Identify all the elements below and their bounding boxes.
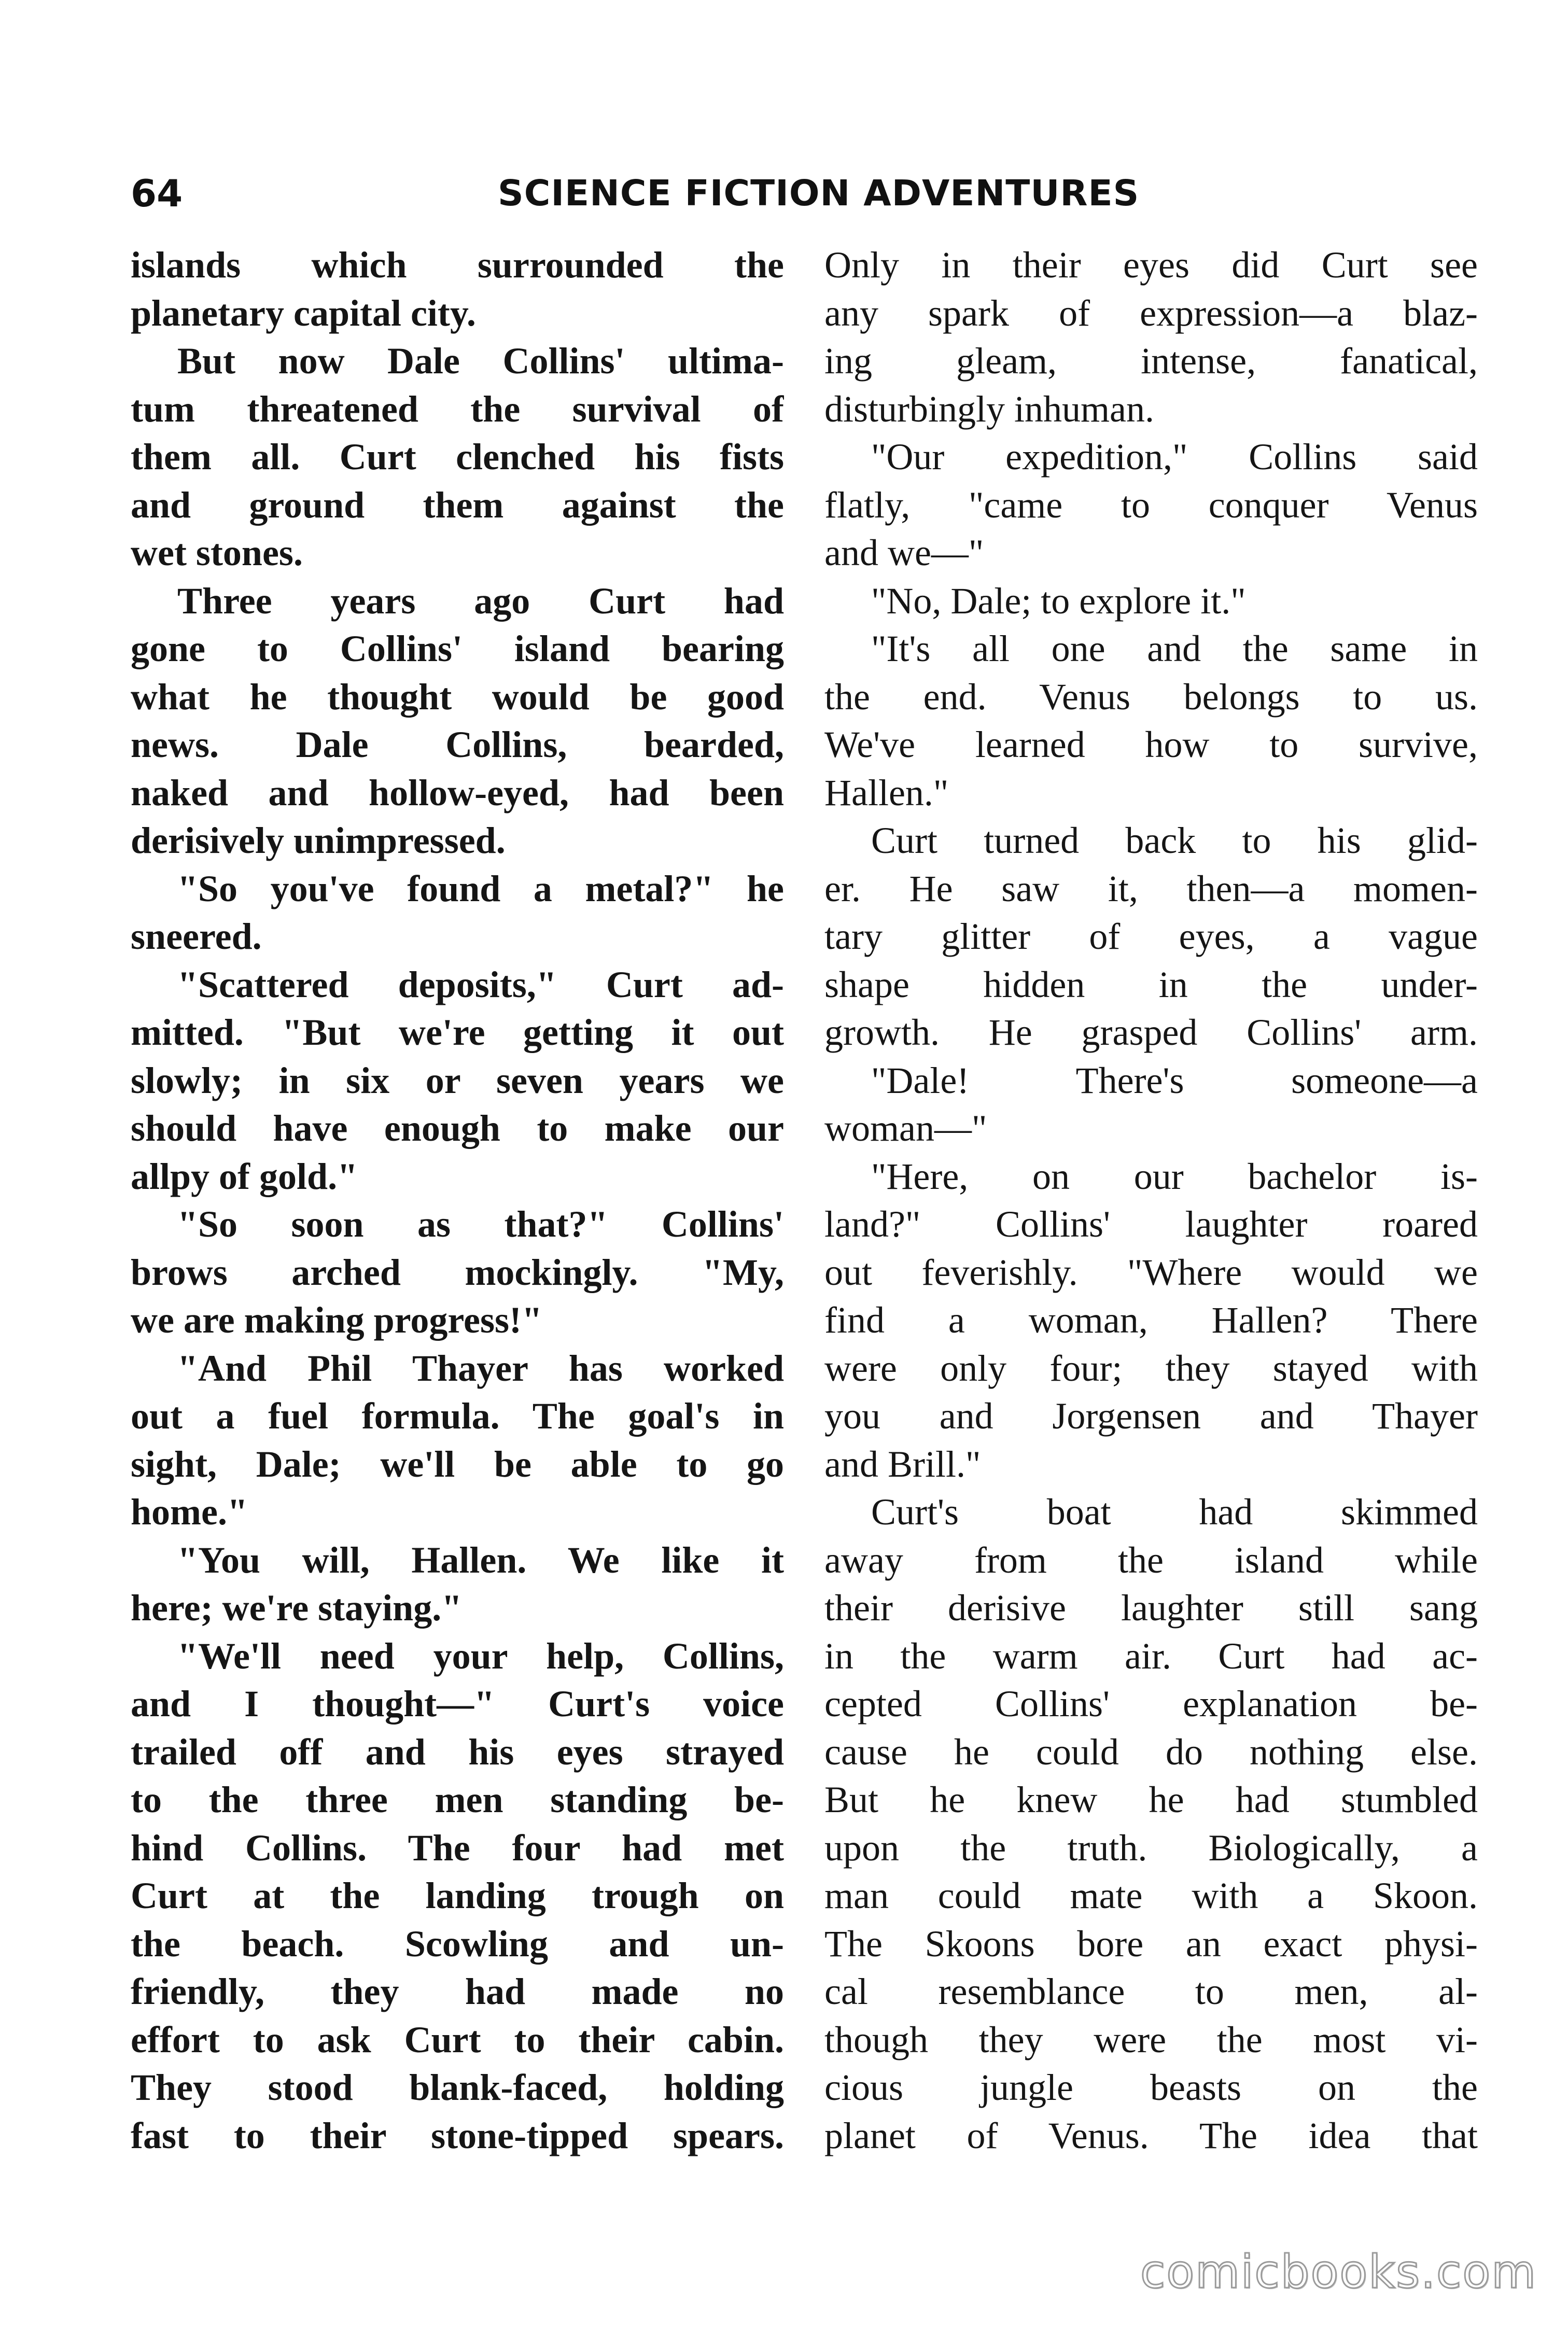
text-line: flatly, "came to conquer Venus [824, 484, 1478, 526]
text-line: naked and hollow-eyed, had been [131, 772, 784, 814]
text-line: "We'll need your help, Collins, [177, 1635, 784, 1677]
text-line: fast to their stone-tipped spears. [131, 2114, 784, 2156]
text-line: "No, Dale; to explore it." [871, 580, 1246, 622]
text-line: trailed off and his eyes strayed [131, 1731, 784, 1773]
text-line: cepted Collins' explanation be- [824, 1683, 1478, 1725]
text-line: The Skoons bore an exact physi- [824, 1923, 1478, 1965]
text-line: land?" Collins' laughter roared [824, 1203, 1478, 1245]
text-line: friendly, they had made no [131, 1971, 784, 2012]
running-head: SCIENCE FICTION ADVENTURES [498, 173, 1140, 214]
text-line: We've learned how to survive, [824, 724, 1478, 765]
text-line: wet stones. [131, 532, 303, 573]
text-line: here; we're staying." [131, 1587, 463, 1629]
text-line: Only in their eyes did Curt see [824, 244, 1478, 286]
text-line: shape hidden in the under- [824, 963, 1478, 1005]
text-line: any spark of expression—a blaz- [824, 292, 1478, 334]
text-line: news. Dale Collins, bearded, [131, 724, 784, 765]
text-line: "So you've found a metal?" he [177, 867, 784, 909]
text-line: you and Jorgensen and Thayer [824, 1395, 1478, 1437]
text-line: "Scattered deposits," Curt ad- [177, 963, 784, 1005]
text-line: find a woman, Hallen? There [824, 1299, 1478, 1341]
text-line: cause he could do nothing else. [824, 1731, 1478, 1773]
text-line: islands which surrounded the [131, 244, 784, 286]
text-line: tum threatened the survival of [131, 388, 784, 430]
text-line: "Dale! There's someone—a [871, 1059, 1478, 1101]
text-line: growth. He grasped Collins' arm. [824, 1012, 1478, 1053]
text-line: Curt turned back to his glid- [871, 820, 1478, 861]
text-line: cal resemblance to men, al- [824, 1971, 1478, 2012]
text-line: er. He saw it, then—a momen- [824, 867, 1478, 909]
text-line: were only four; they stayed with [824, 1347, 1478, 1389]
left-text-column [131, 241, 784, 2160]
text-line: them all. Curt clenched his fists [131, 436, 784, 478]
text-line: ing gleam, intense, fanatical, [824, 340, 1478, 382]
text-line: home." [131, 1491, 248, 1533]
page-number: 64 [131, 172, 183, 215]
text-line: in the warm air. Curt had ac- [824, 1635, 1478, 1677]
text-line: sight, Dale; we'll be able to go [131, 1443, 784, 1485]
text-line: planet of Venus. The idea that [824, 2114, 1478, 2156]
text-line: But now Dale Collins' ultima- [177, 340, 784, 382]
text-line: away from the island while [824, 1539, 1478, 1581]
text-line: and ground them against the [131, 484, 784, 526]
text-line: "So soon as that?" Collins' [177, 1203, 784, 1245]
text-line: cious jungle beasts on the [824, 2067, 1478, 2108]
text-line: Three years ago Curt had [177, 580, 784, 622]
text-line: planetary capital city. [131, 292, 476, 334]
text-line: mitted. "But we're getting it out [131, 1012, 784, 1053]
text-line: derisively unimpressed. [131, 820, 506, 861]
text-line: woman—" [824, 1108, 987, 1149]
text-line: sneered. [131, 916, 262, 957]
text-line: and we—" [824, 532, 984, 573]
text-line: should have enough to make our [131, 1108, 784, 1149]
text-line: Curt at the landing trough on [131, 1875, 784, 1916]
text-line: man could mate with a Skoon. [824, 1875, 1478, 1916]
text-line: Curt's boat had skimmed [871, 1491, 1478, 1533]
text-line: we are making progress!" [131, 1299, 542, 1341]
text-line: out feverishly. "Where would we [824, 1251, 1478, 1293]
text-line: "You will, Hallen. We like it [177, 1539, 784, 1581]
text-line: Hallen." [824, 772, 949, 814]
watermark: comicbooks.com [1140, 2245, 1537, 2298]
text-line: out a fuel formula. The goal's in [131, 1395, 784, 1437]
text-line: their derisive laughter still sang [824, 1587, 1478, 1629]
text-line: what he thought would be good [131, 676, 784, 718]
text-line: though they were the most vi- [824, 2018, 1478, 2060]
text-line: tary glitter of eyes, a vague [824, 916, 1478, 957]
text-line: "Our expedition," Collins said [871, 436, 1478, 478]
text-line: disturbingly inhuman. [824, 388, 1154, 430]
right-text-column [824, 241, 1478, 2160]
text-line: and I thought—" Curt's voice [131, 1683, 784, 1725]
text-line: effort to ask Curt to their cabin. [131, 2018, 784, 2060]
text-line: gone to Collins' island bearing [131, 628, 784, 669]
text-line: to the three men standing be- [131, 1779, 784, 1820]
text-line: They stood blank-faced, holding [131, 2067, 784, 2108]
text-line: and Brill." [824, 1443, 981, 1485]
text-line: the end. Venus belongs to us. [824, 676, 1478, 718]
text-line: upon the truth. Biologically, a [824, 1827, 1478, 1869]
page-header [0, 165, 1568, 222]
text-line: "Here, on our bachelor is- [871, 1155, 1478, 1197]
text-line: slowly; in six or seven years we [131, 1059, 784, 1101]
text-line: hind Collins. The four had met [131, 1827, 784, 1869]
text-line: brows arched mockingly. "My, [131, 1251, 784, 1293]
text-line: the beach. Scowling and un- [131, 1923, 784, 1965]
text-line: But he knew he had stumbled [824, 1779, 1478, 1820]
text-line: allpy of gold." [131, 1155, 358, 1197]
text-line: "And Phil Thayer has worked [177, 1347, 784, 1389]
text-line: "It's all one and the same in [871, 628, 1478, 669]
